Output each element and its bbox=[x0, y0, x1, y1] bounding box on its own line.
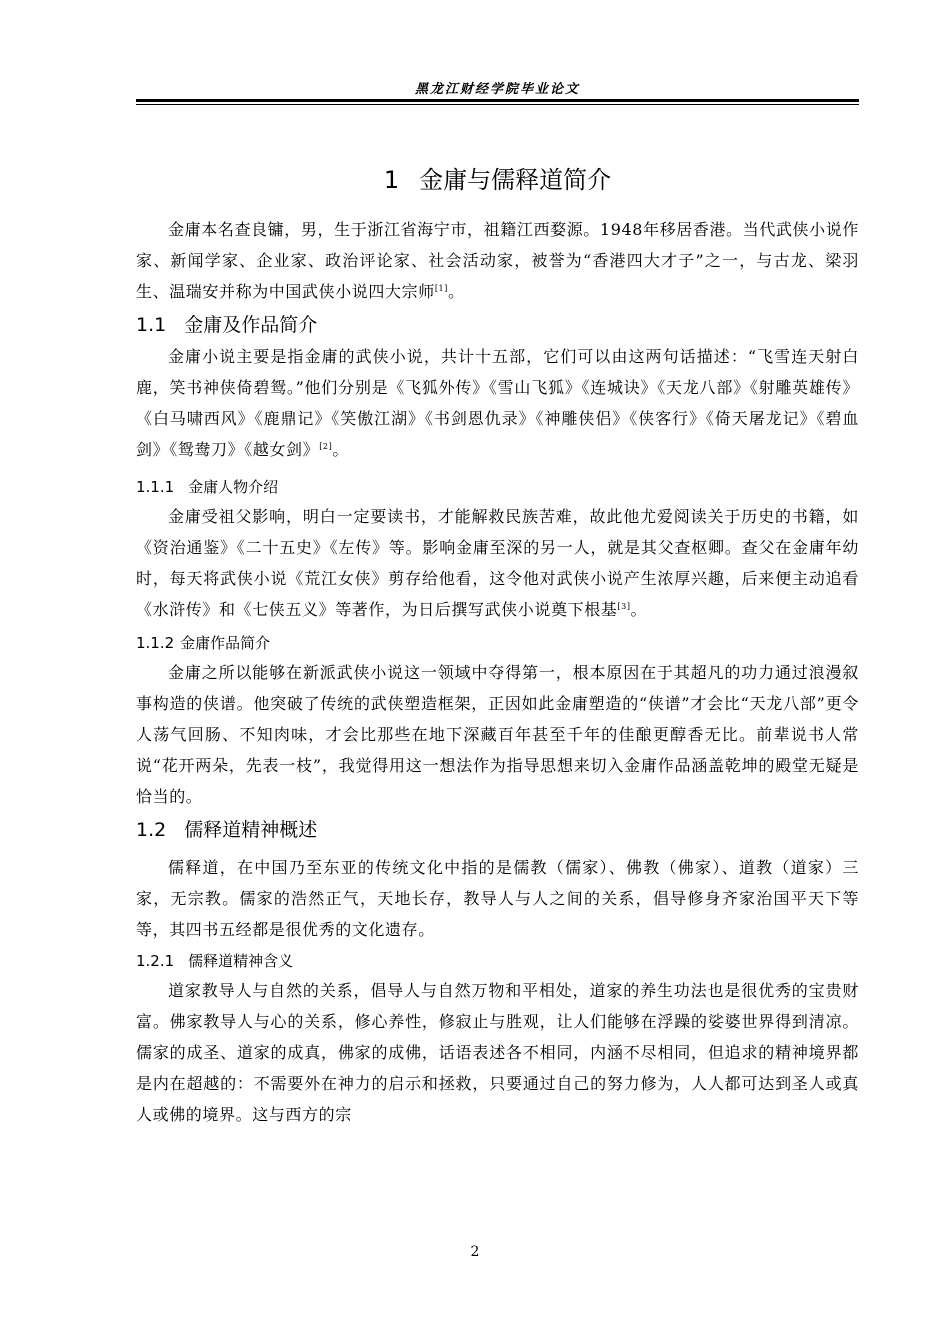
section-number: 1.1.2 bbox=[136, 634, 175, 652]
section-number: 1.1.1 bbox=[136, 478, 175, 496]
section-title: 金庸及作品简介 bbox=[184, 314, 318, 336]
intro-text: 金庸本名查良镛，男，生于浙江省海宁市，祖籍江西婺源。1948年移居香港。当代武侠小说作家、新闻学家、企业家、政治评论家、社会活动家，被誉为“香港四大才子”之一，与古龙、梁羽生、温瑞安并称为中国武侠小说四大宗师 bbox=[136, 220, 859, 301]
section-number: 1.2.1 bbox=[136, 952, 175, 970]
section-1-2-1-paragraph: 道家教导人与自然的关系，倡导人与自然万物和平相处，道家的养生功法也是很优秀的宝贵财富。佛家教导人与心的关系，修心养性，修寂止与胜观，让人们能够在浮躁的娑婆世界得到清凉。儒家的成圣、道家的成真，佛家的成佛，话语表述各不相同，内涵不尽相同，但追求的精神境界都是内在超越的：不需要外在神力的启示和拯救，只要通过自己的努力修为，人人都可达到圣人或真人或佛的境界。这与西方的宗 bbox=[136, 981, 859, 1124]
paragraph-text: 金庸小说主要是指金庸的武侠小说，共计十五部，它们可以由这两句话描述：“飞雪连天射白鹿，笑书神侠倚碧鸳。”他们分别是《飞狐外传》《雪山飞狐》《连城诀》《天龙八部》《射雕英雄传》《白马啸西风》《鹿鼎记》《笑傲江湖》《书剑恩仇录》《神雕侠侣》《侠客行》《倚天屠龙记》《碧血剑》《鸳鸯刀》《越女剑》 bbox=[136, 347, 859, 459]
intro-paragraph bbox=[136, 214, 859, 307]
section-heading-1-2 bbox=[136, 814, 859, 846]
section-title: 金庸作品简介 bbox=[180, 634, 271, 652]
paragraph-text: 金庸受祖父影响，明白一定要读书，才能解救民族苦难，故此他尤爱阅读关于历史的书籍，如《资治通鉴》《二十五史》《左传》等。影响金庸至深的另一人，就是其父查枢卿。查父在金庸年幼时，每天将武侠小说《荒江女侠》剪存给他看，这令他对武侠小说产生浓厚兴趣，后来便主动追看《水浒传》和《七侠五义》等著作，为日后撰写武侠小说奠下根基 bbox=[136, 507, 859, 619]
section-heading-1-2-1 bbox=[136, 947, 859, 975]
section-title: 儒释道精神概述 bbox=[184, 819, 318, 841]
section-1-2-paragraph: 儒释道，在中国乃至东亚的传统文化中指的是儒教（儒家）、佛教（佛家）、道教（道家）三家，无宗教。儒家的浩然正气，天地长存，教导人与人之间的关系，倡导修身齐家治国平天下等等，其四书五经都是很优秀的文化遗存。 bbox=[136, 858, 859, 939]
section-number: 1.1 bbox=[136, 314, 167, 336]
citation-ref: [2] bbox=[319, 442, 333, 451]
chapter-title bbox=[136, 160, 859, 200]
section-heading-1-1-2 bbox=[136, 629, 859, 657]
paragraph-end: 。 bbox=[630, 600, 648, 619]
header-rule-thin bbox=[136, 104, 859, 105]
section-title: 儒释道精神含义 bbox=[188, 952, 294, 970]
page-number: 2 bbox=[470, 1244, 480, 1260]
page-header: 黑龙江财经学院毕业论文 bbox=[414, 82, 580, 97]
section-heading-1-1 bbox=[136, 309, 859, 341]
section-number: 1.2 bbox=[136, 819, 167, 841]
chapter-title-text: 金庸与儒释道简介 bbox=[419, 166, 612, 194]
section-title: 金庸人物介绍 bbox=[188, 478, 279, 496]
section-1-1-1-paragraph bbox=[136, 501, 859, 625]
section-heading-1-1-1 bbox=[136, 473, 859, 501]
header-rule-thick bbox=[136, 99, 859, 102]
page-content bbox=[136, 160, 859, 1130]
intro-end: 。 bbox=[447, 282, 465, 301]
citation-ref: [3] bbox=[617, 602, 631, 611]
chapter-number: 1 bbox=[383, 166, 400, 194]
section-1-1-paragraph bbox=[136, 341, 859, 465]
section-1-1-2-paragraph: 金庸之所以能够在新派武侠小说这一领域中夺得第一，根本原因在于其超凡的功力通过浪漫叙事构造的侠谱。他突破了传统的武侠塑造框架，正因如此金庸塑造的“侠谱”才会比“天龙八部”更令人荡气回肠、不知肉味，才会比那些在地下深藏百年甚至千年的佳酿更醇香无比。前辈说书人常说“花开两朵，先表一枝”，我觉得用这一想法作为指导思想来切入金庸作品涵盖乾坤的殿堂无疑是恰当的。 bbox=[136, 663, 859, 806]
citation-ref: [1] bbox=[434, 284, 448, 293]
paragraph-end: 。 bbox=[332, 440, 349, 459]
